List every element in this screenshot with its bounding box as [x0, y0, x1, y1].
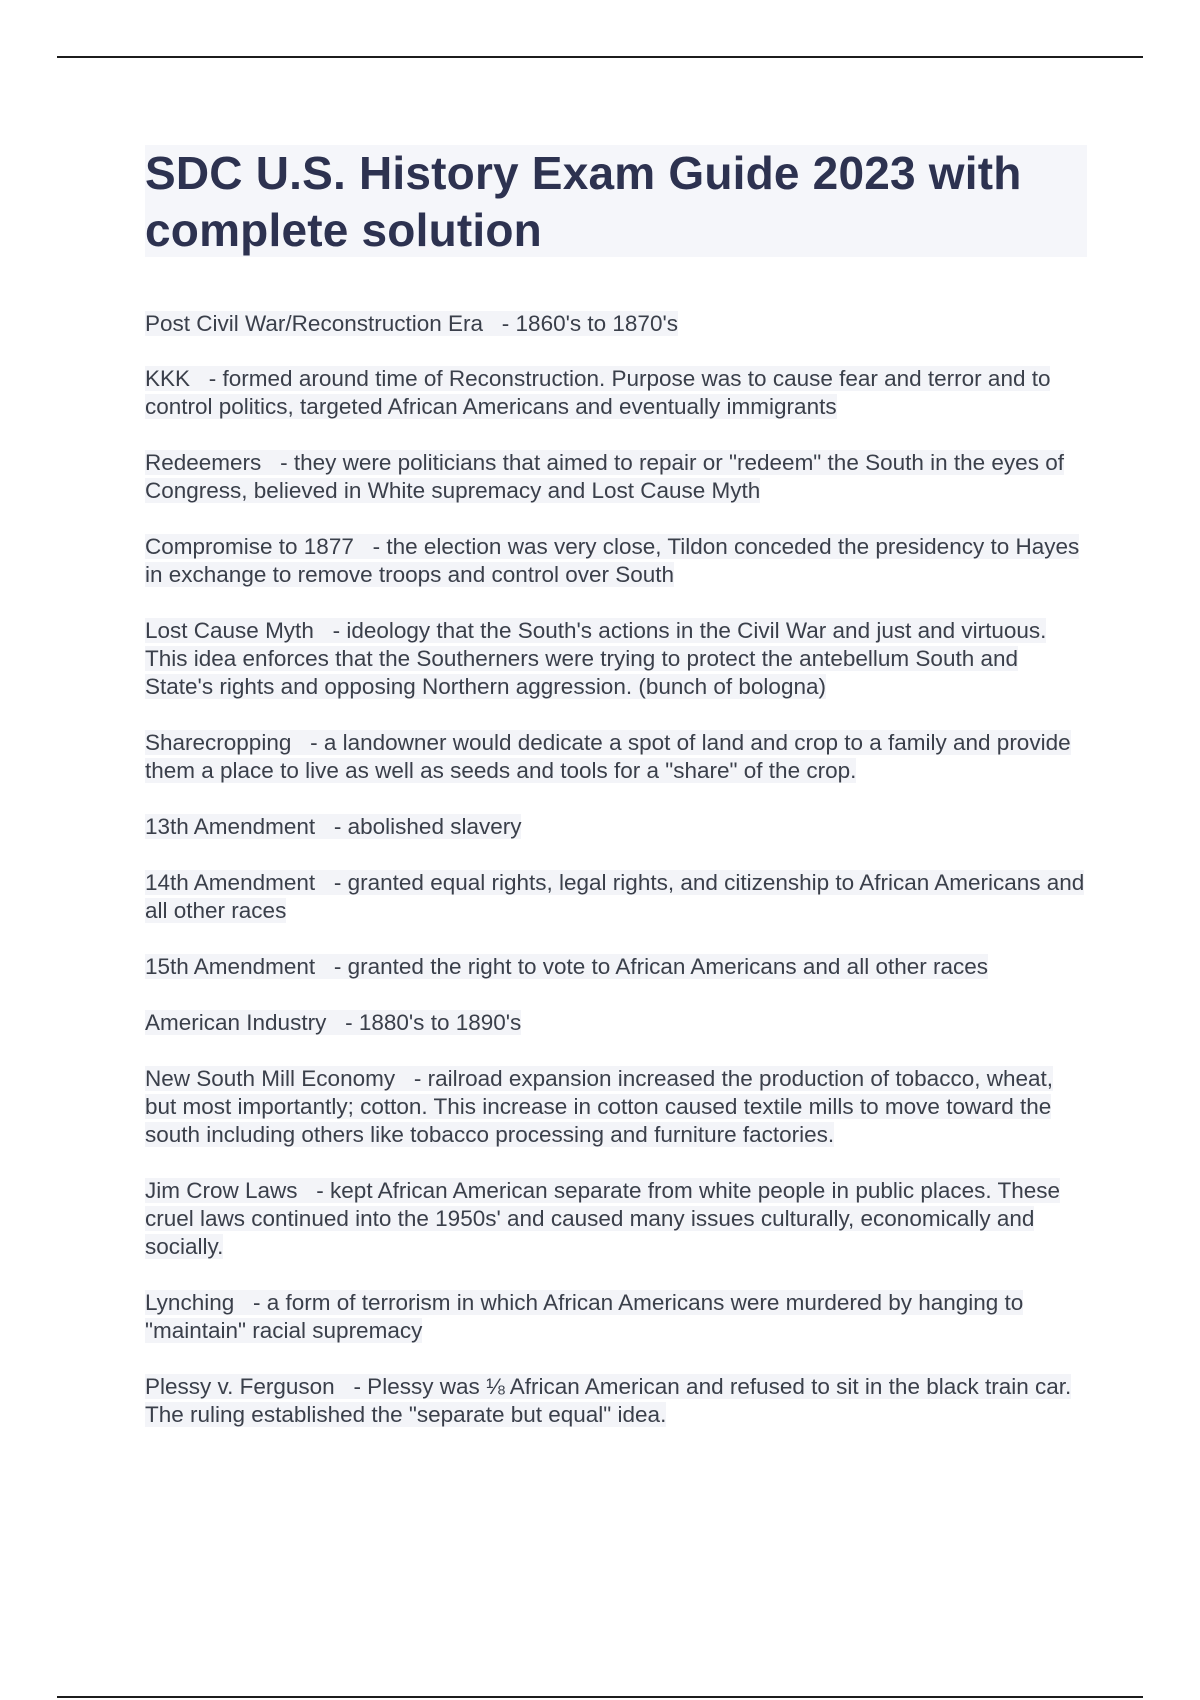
list-item — [145, 1289, 1085, 1345]
entry-definition: - Plessy was ⅛ African American and refused to sit in the black train car. The ruling established the "separate but equal" idea. — [145, 1374, 1072, 1427]
top-rule — [57, 56, 1143, 58]
entry-definition: - ideology that the South's actions in the Civil War and just and virtuous. This idea enforces that the Southerners were trying to protect the antebellum South and State's rights and opposing Northern aggression. (bunch of bologna) — [145, 618, 1047, 699]
entry-term: Plessy v. Ferguson — [145, 1374, 335, 1399]
bottom-rule — [57, 1696, 1143, 1698]
entry-definition: - formed around time of Reconstruction. Purpose was to cause fear and terror and to control politics, targeted African Americans and eventually immigrants — [145, 366, 1051, 419]
list-item — [145, 449, 1085, 505]
entry-term: Lynching — [145, 1290, 235, 1315]
entry-term: Compromise to 1877 — [145, 534, 354, 559]
list-item — [145, 1177, 1085, 1261]
entry-definition: - kept African American separate from white people in public places. These cruel laws continued into the 1950s' and caused many issues culturally, economically and socially. — [145, 1178, 1061, 1259]
entry-term: New South Mill Economy — [145, 1066, 396, 1091]
entry-term: Jim Crow Laws — [145, 1178, 298, 1203]
entry-definition: - abolished slavery — [333, 814, 522, 839]
list-item — [145, 617, 1085, 701]
entry-term: 13th Amendment — [145, 814, 316, 839]
entry-term: American Industry — [145, 1010, 327, 1035]
title-block — [145, 145, 1087, 257]
entry-definition: - a form of terrorism in which African Americans were murdered by hanging to "maintain" racial supremacy — [145, 1290, 1024, 1343]
entry-list — [145, 310, 1085, 1429]
entry-definition: - railroad expansion increased the production of tobacco, wheat, but most importantly; cotton. This increase in cotton caused textile mills to move toward the south including others like tobacco processing and furniture factories. — [145, 1066, 1053, 1147]
list-item — [145, 1373, 1085, 1429]
entry-term: 15th Amendment — [145, 954, 316, 979]
entry-definition: - a landowner would dedicate a spot of land and crop to a family and provide them a place to live as well as seeds and tools for a "share" of the crop. — [145, 730, 1071, 783]
entry-definition: - granted the right to vote to African Americans and all other races — [333, 954, 988, 979]
list-item — [145, 310, 1085, 338]
list-item — [145, 533, 1085, 589]
entry-definition: - granted equal rights, legal rights, and citizenship to African Americans and all other races — [145, 870, 1085, 923]
entry-definition: - 1860's to 1870's — [501, 311, 679, 336]
entry-term: 14th Amendment — [145, 870, 316, 895]
entry-term: Post Civil War/Reconstruction Era — [145, 311, 484, 336]
entry-term: Redeemers — [145, 450, 262, 475]
entry-definition: - they were politicians that aimed to repair or "redeem" the South in the eyes of Congress, believed in White supremacy and Lost Cause Myth — [145, 450, 1064, 503]
list-item — [145, 869, 1085, 925]
list-item — [145, 813, 1085, 841]
entry-term: KKK — [145, 366, 191, 391]
entry-definition: - 1880's to 1890's — [345, 1010, 522, 1035]
entry-definition: - the election was very close, Tildon conceded the presidency to Hayes in exchange to remove troops and control over South — [145, 534, 1080, 587]
page-title: SDC U.S. History Exam Guide 2023 with complete solution — [145, 147, 1022, 256]
list-item — [145, 365, 1085, 421]
list-item — [145, 953, 1085, 981]
entry-term: Sharecropping — [145, 730, 292, 755]
entry-term: Lost Cause Myth — [145, 618, 314, 643]
list-item — [145, 1009, 1085, 1037]
list-item — [145, 729, 1085, 785]
list-item — [145, 1065, 1085, 1149]
